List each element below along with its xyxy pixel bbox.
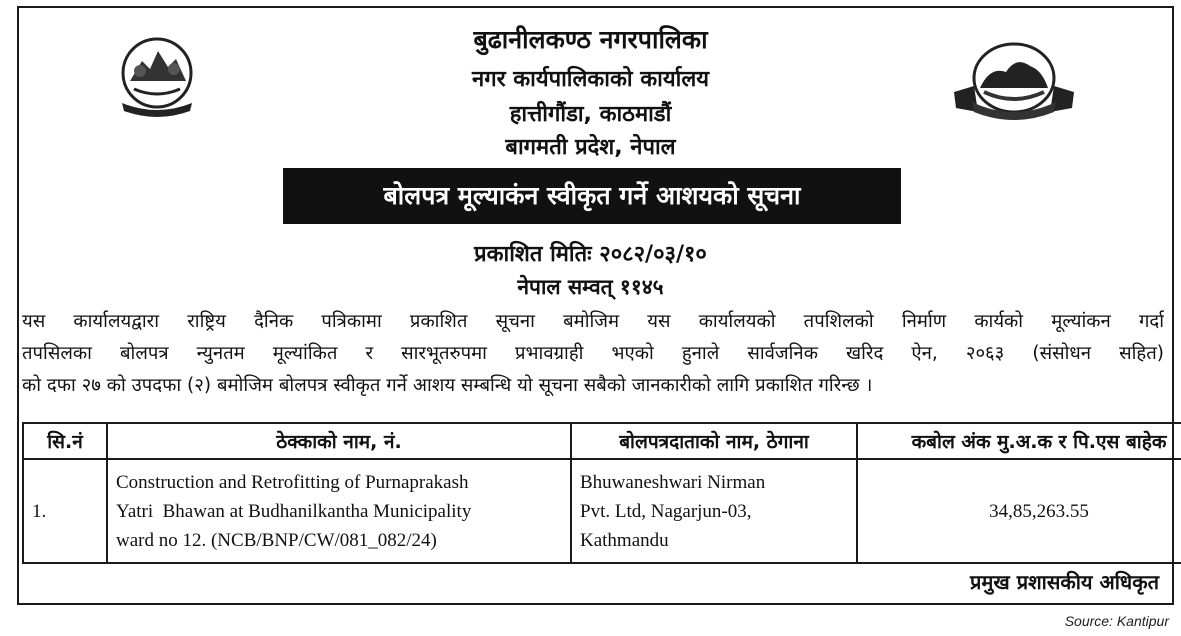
notice-body (22, 306, 1164, 402)
col-header-sn: सि.नं (23, 423, 107, 459)
contract-line: Construction and Retrofitting of Purnaprakash (116, 471, 469, 493)
col-header-bidder: बोलपत्रदाताको नाम, ठेगाना (571, 423, 857, 459)
published-date: प्रकाशित मितिः २०८२/०३/१० (474, 242, 707, 267)
contract-line: ward no 12. (NCB/BNP/CW/081_082/24) (116, 529, 437, 551)
address-line-2: बागमती प्रदेश, नेपाल (505, 135, 676, 160)
signatory-title: प्रमुख प्रशासकीय अधिकृत (970, 570, 1159, 594)
office-subtitle: नगर कार्यपालिकाको कार्यालय (472, 67, 709, 92)
col-header-amount: कबोल अंक मु.अ.क र पि.एस बाहेक (857, 423, 1181, 459)
source-credit: Source: Kantipur (1064, 613, 1169, 629)
notice-body-line: को दफा २७ को उपदफा (२) बमोजिम बोलपत्र स्वीकृत गर्ने आशय सम्बन्धि यो सूचना सबैको जानकारीको लागि प्रकाशित गरिन्छ । (22, 375, 873, 396)
contract-line: Yatri Bhawan at Budhanilkantha Municipality (116, 500, 472, 522)
office-name: बुढानीलकण्ठ नगरपालिका (473, 25, 708, 54)
table-header-row (23, 423, 1181, 459)
nepal-sambat: नेपाल सम्वत् ११४५ (517, 275, 664, 299)
bid-table (22, 422, 1181, 564)
address-line-1: हात्तीगौंडा, काठमाडौं (509, 102, 672, 127)
cell-contract (107, 459, 571, 563)
bidder-line: Pvt. Ltd, Nagarjun-03, (580, 500, 752, 522)
notice-body-line: तपसिलका बोलपत्र न्युनतम मूल्यांकित र सारभूतरुपमा प्रभावग्राही भएको हुनाले सार्वजनिक खरिद ऐन, २०६३ (संसोधन सहित) (22, 343, 1164, 364)
cell-sn: 1. (23, 459, 107, 563)
bidder-line: Kathmandu (580, 529, 669, 551)
col-header-contract: ठेक्काको नाम, नं. (107, 423, 571, 459)
cell-bidder (571, 459, 857, 563)
notice-body-line: यस कार्यालयद्वारा राष्ट्रिय दैनिक पत्रिकामा प्रकाशित सूचना बमोजिम यस कार्यालयको तपशिलको निर्माण कार्यको मूल्यांकन गर्दा (22, 311, 1164, 332)
notice-title-banner: बोलपत्र मूल्याकंन स्वीकृत गर्ने आशयको सूचना (283, 168, 901, 224)
table-row (23, 459, 1181, 563)
cell-amount: 34,85,263.55 (857, 459, 1181, 563)
bidder-line: Bhuwaneshwari Nirman (580, 471, 766, 493)
